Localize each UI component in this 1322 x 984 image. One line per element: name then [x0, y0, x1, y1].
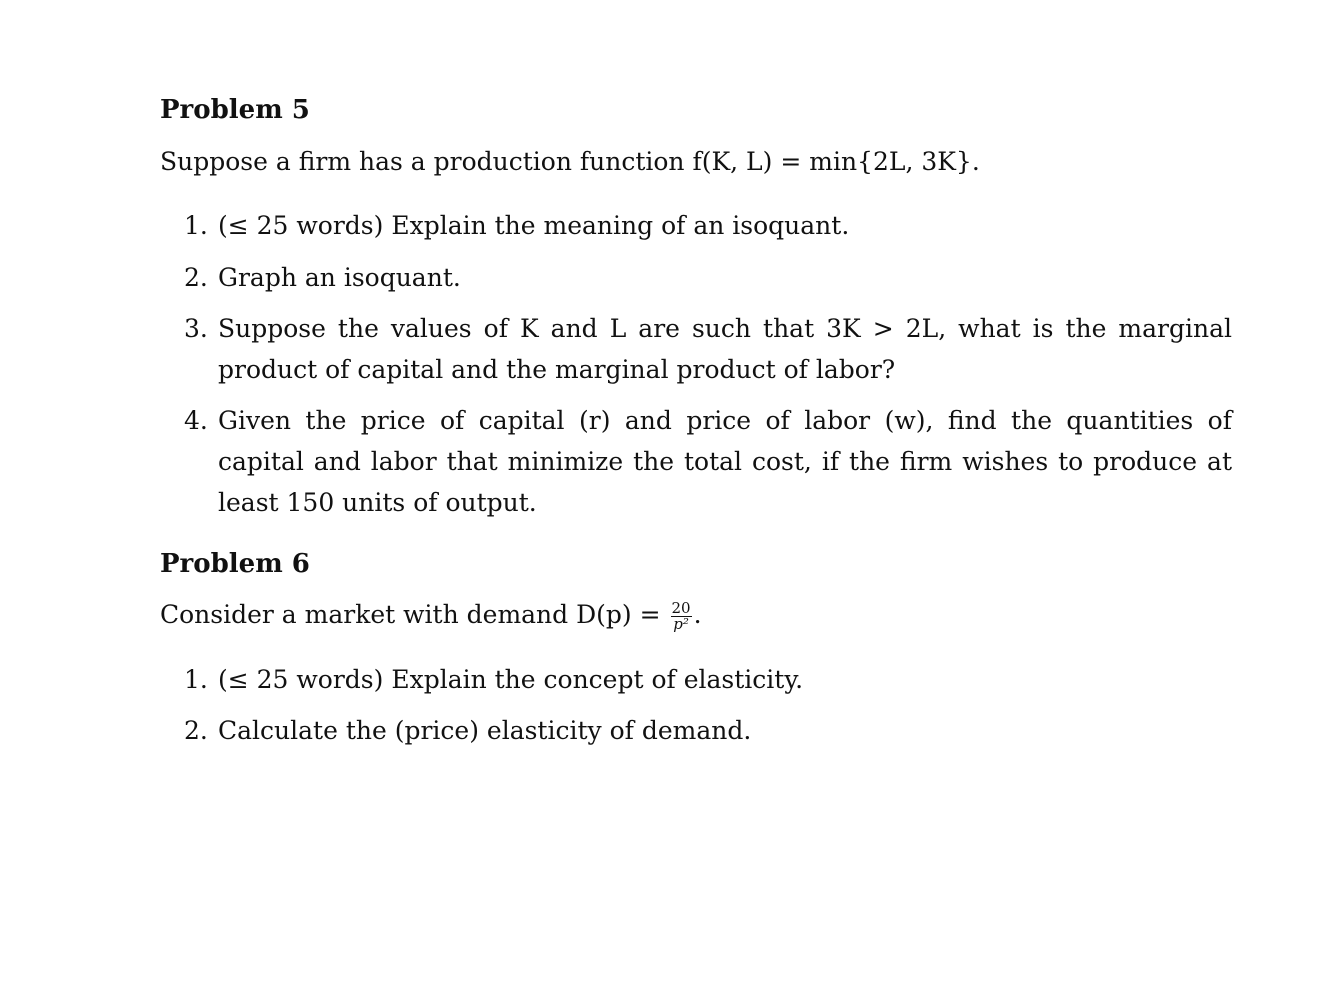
item-text: Suppose the values of K and L are such that 3K > 2L, what is the marginal product of capital and the marginal product of labor? — [218, 314, 1232, 384]
item-text: Calculate the (price) elasticity of demand. — [218, 716, 752, 745]
problem-5-intro: Suppose a firm has a production function f(K, L) = min{2L, 3K}. — [160, 147, 980, 176]
demand-fraction — [671, 601, 692, 632]
item-number: 3. — [184, 314, 208, 343]
problem-6-intro — [160, 600, 702, 632]
problem-6-item-2 — [184, 710, 1232, 751]
item-text: Graph an isoquant. — [218, 263, 461, 292]
fraction-numerator: 20 — [671, 599, 691, 617]
fraction-denominator: p² — [673, 615, 689, 633]
problem-5-item-3 — [184, 308, 1232, 390]
item-text: (≤ 25 words) Explain the meaning of an isoquant. — [218, 211, 850, 240]
intro-prefix: Consider a market with demand D(p) = — [160, 600, 661, 629]
item-number: 2. — [184, 716, 208, 745]
problem-6-heading: Problem 6 — [160, 549, 310, 579]
item-text: (≤ 25 words) Explain the concept of elasticity. — [218, 665, 804, 694]
problem-5-heading: Problem 5 — [160, 95, 310, 125]
intro-suffix: . — [693, 600, 702, 629]
problem-5-item-4 — [184, 400, 1232, 523]
problem-5-item-1 — [184, 205, 1232, 246]
item-text: Given the price of capital (r) and price of labor (w), find the quantities of capital and labor that minimize the total cost, if the firm wishes to produce at least 150 units of output. — [218, 406, 1232, 517]
item-number: 2. — [184, 263, 208, 292]
item-number: 1. — [184, 665, 208, 694]
item-number: 4. — [184, 406, 208, 435]
problem-5-item-2 — [184, 257, 1232, 298]
problem-6-item-1 — [184, 659, 1232, 700]
item-number: 1. — [184, 211, 208, 240]
